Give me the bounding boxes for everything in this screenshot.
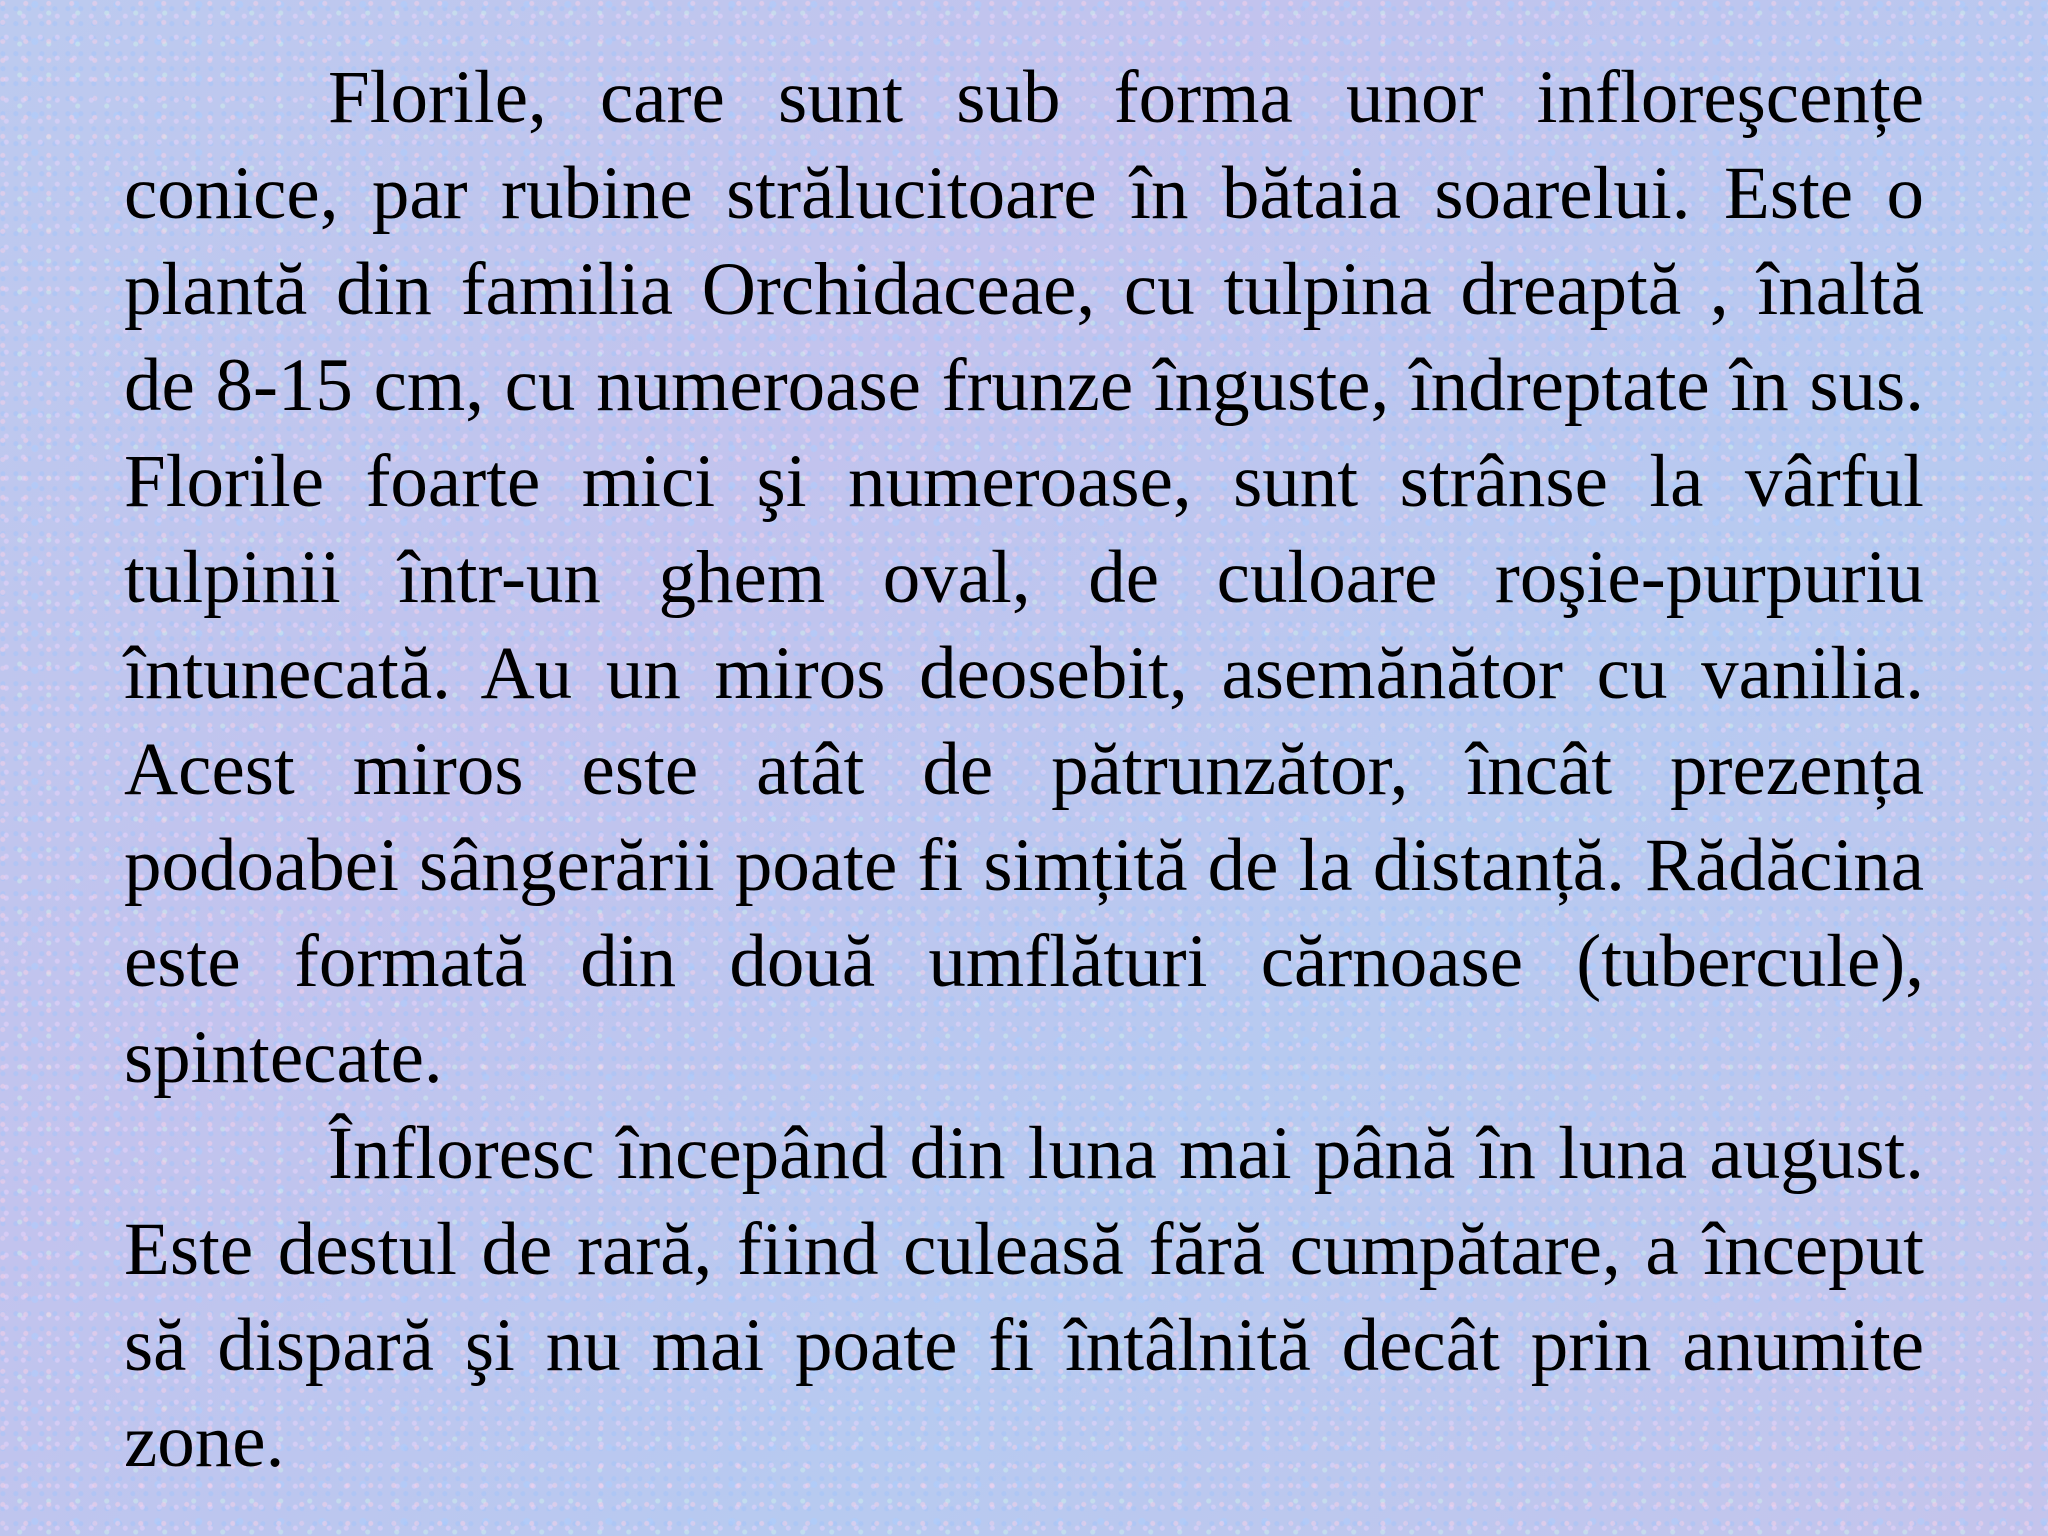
body-text [124, 50, 1924, 1490]
paragraph-flowering: Înfloresc începând din luna mai până în luna august. Este destul de rară, fiind culeasă fără cumpătare, a început să dispară şi nu mai poate fi întâlnită decât prin anumite zone. [124, 1112, 1924, 1483]
paragraph-description: Florile, care sunt sub forma unor infloreşcențe conice, par rubine strălucitoare în bătaia soarelui. Este o plantă din familia Orchidaceae, cu tulpina dreaptă , înaltă de 8-15 cm, cu numeroase frunze înguste, îndreptate în sus. Florile foarte mici şi numeroase, sunt strânse la vârful tulpinii într-un ghem oval, de culoare roşie-purpuriu întunecată. Au un miros deosebit, asemănător cu vanilia. Acest miros este atât de pătrunzător, încât prezența podoabei sângerării poate fi simțită de la distanță. Rădăcina este formată din două umflături cărnoase (tubercule), spintecate. [124, 56, 1924, 1099]
